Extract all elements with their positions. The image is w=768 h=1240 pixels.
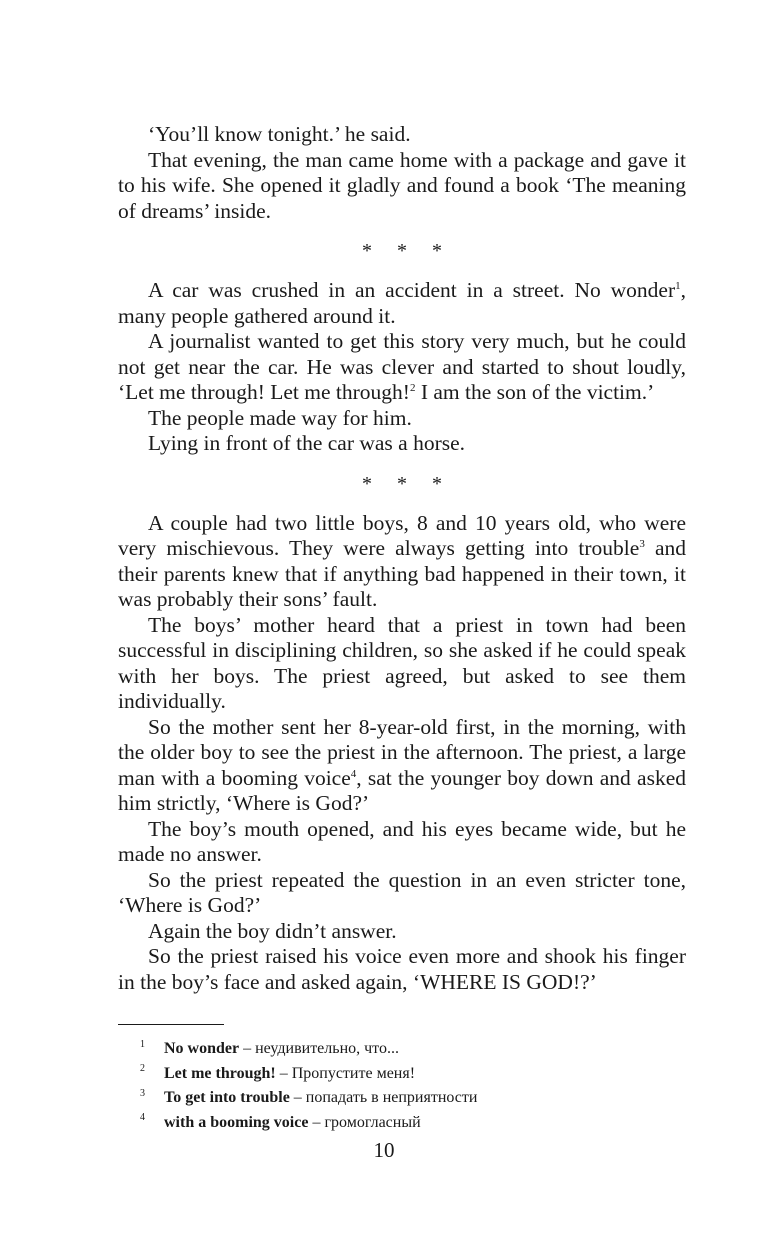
paragraph: ‘You’ll know tonight.’ he said. (148, 122, 411, 146)
paragraph: So the priest raised his voice even more and shook his finger in the boy’s face and asked again, ‘WHERE IS GOD!?’ (118, 944, 686, 994)
section-separator: * * * (362, 472, 442, 495)
footnote-divider (118, 1024, 224, 1025)
footnote-item: 1 No wonder – неудивительно, что... (140, 1038, 399, 1057)
paragraph-text: A car was crushed in an accident in a street. No wonder (148, 278, 676, 302)
footnote-item: 3 To get into trouble – попадать в неприятности (140, 1087, 478, 1106)
paragraph-text: and their parents knew that if anything bad happened in their town, it was probably their sons’ fault. (118, 536, 687, 611)
paragraph-text: A couple had two little boys, 8 and 10 years old, who were very mischievous. They were always getting into trouble (118, 510, 686, 560)
paragraph: Lying in front of the car was a horse. (148, 431, 466, 455)
footnote-ref: 1 (675, 279, 681, 292)
paragraph: The people made way for him. (148, 405, 412, 430)
footnote-item: 4 with a booming voice – громогласный (140, 1112, 421, 1131)
paragraph: The boys’ mother heard that a priest in town had been successful in disciplining children, so she asked if he could speak with her boys. The priest agreed, but asked to see them individually. (118, 612, 686, 713)
paragraph (118, 715, 686, 817)
body-text (118, 122, 686, 995)
footnote-ref: 2 (409, 381, 416, 394)
paragraph (118, 278, 686, 329)
paragraph: So the priest repeated the question in an even stricter tone, ‘Where is God?’ (118, 867, 686, 917)
footnote-gloss: – Пропустите меня! (275, 1064, 416, 1082)
footnote-term: To get into trouble (164, 1089, 290, 1106)
paragraph-text: A journalist wanted to get this story very much, but he could not get near the car. He was clever and started to shout loudly, ‘Let me through! Let me through! (118, 329, 686, 404)
paragraph: The boy’s mouth opened, and his eyes became wide, but he made no answer. (118, 816, 686, 866)
footnotes (140, 1037, 700, 1135)
footnote-gloss: – попадать в неприятности (289, 1089, 478, 1106)
section-separator: * * * (362, 240, 442, 262)
footnote-term: Let me through! (164, 1064, 276, 1082)
footnote-ref: 4 (350, 767, 357, 780)
paragraph: That evening, the man came home with a package and gave it to his wife. She opened it gladly and found a book ‘The meaning of dreams’ inside. (118, 147, 686, 223)
paragraph: Again the boy didn’t answer. (148, 918, 397, 943)
paragraph-text: I am the son of the victim.’ (415, 380, 655, 404)
paragraph-text: So the mother sent her 8-year-old first, in the morning, with the older boy to see the priest in the afternoon. The priest, a large man with a booming voice (118, 714, 686, 790)
footnote-item: 2 Let me through! – Пропустите меня! (140, 1063, 416, 1082)
footnote-ref: 3 (639, 537, 645, 550)
paragraph-text: , sat the younger boy down and asked him strictly, ‘Where is God?’ (118, 765, 686, 815)
page-number: 10 (373, 1138, 395, 1162)
paragraph (118, 511, 686, 613)
footnote-term: with a booming voice (164, 1113, 309, 1131)
footnote-gloss: – громогласный (308, 1113, 421, 1131)
footnote-term: No wonder (164, 1040, 240, 1057)
paragraph (118, 329, 686, 406)
footnote-gloss: – неудивительно, что... (239, 1040, 399, 1057)
paragraph-text: , many people gathered around it. (118, 278, 686, 328)
